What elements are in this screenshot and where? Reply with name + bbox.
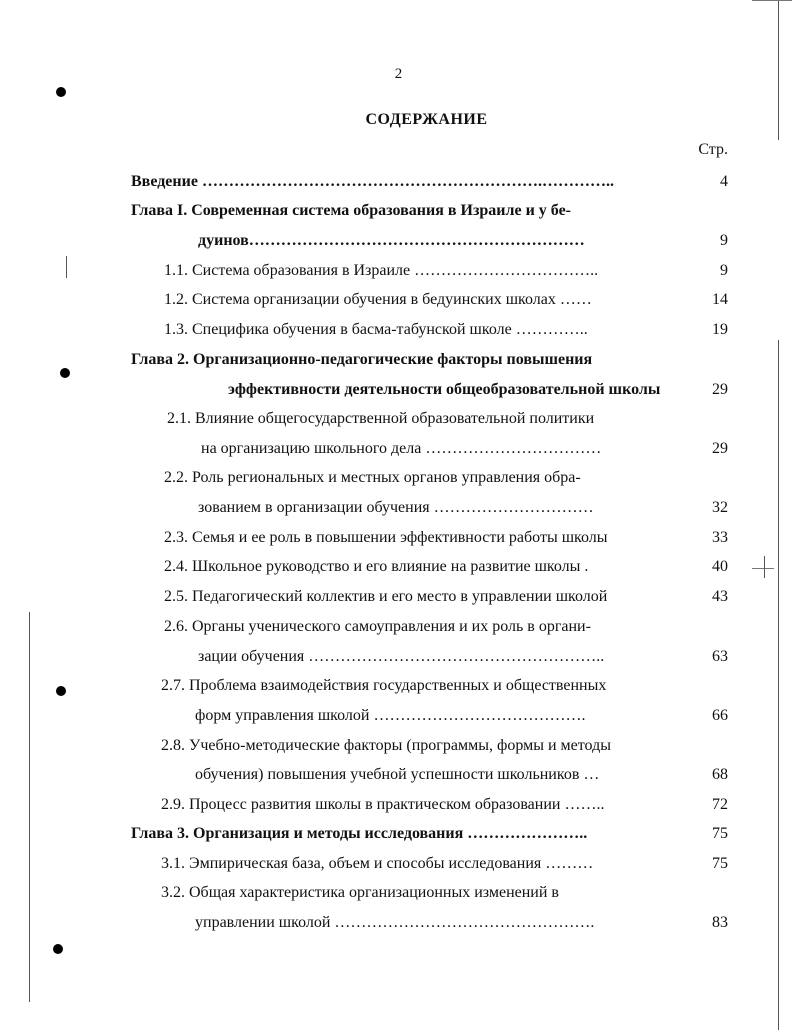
- toc-entry: зации обучения ………………………………………………..: [198, 648, 605, 665]
- toc-page: 29: [712, 440, 728, 457]
- toc-entry: 1.1. Система образования в Израиле ……………………………..: [164, 262, 599, 279]
- toc-page: 4: [720, 173, 728, 190]
- toc-page: 19: [712, 321, 728, 338]
- toc-entry: 2.3. Семья и ее роль в повышении эффективности работы школы: [164, 529, 608, 546]
- toc-entry: обучения) повышения учебной успешности школьников …: [195, 766, 600, 783]
- toc-page: 9: [720, 232, 728, 249]
- toc-page: 75: [712, 855, 728, 872]
- toc-page: 29: [712, 381, 728, 398]
- toc-page: 63: [712, 648, 728, 665]
- scan-edge-mark: [752, 0, 792, 1]
- page-column-label: Стр.: [698, 141, 728, 158]
- toc-entry: зованием в организации обучения …………………………: [198, 499, 594, 516]
- toc-entry: 2.9. Процесс развития школы в практическом образовании ……..: [161, 796, 605, 813]
- toc-entry: 2.8. Учебно-методические факторы (программы, формы и методы: [161, 737, 611, 754]
- scan-edge-line: [778, 340, 779, 1030]
- page-number: 2: [394, 66, 403, 82]
- toc-entry: Глава I. Современная система образования в Израиле и у бе-: [131, 202, 571, 219]
- margin-mark: [29, 612, 30, 1002]
- punch-hole: [56, 87, 66, 97]
- toc-page: 33: [712, 529, 728, 546]
- punch-hole: [53, 944, 63, 954]
- toc-entry: на организацию школьного дела ……………………………: [201, 440, 602, 457]
- toc-entry: 2.6. Органы ученического самоуправления и их роль в органи-: [164, 618, 591, 635]
- toc-entry: 2.2. Роль региональных и местных органов управления обра-: [164, 469, 581, 486]
- toc-page: 83: [712, 914, 728, 931]
- punch-hole: [56, 686, 66, 696]
- toc-entry: Глава 2. Организационно-педагогические факторы повышения: [131, 351, 593, 368]
- toc-page: 72: [712, 796, 728, 813]
- toc-entry: 1.2. Система организации обучения в бедуинских школах ……: [164, 291, 592, 308]
- toc-page: 9: [720, 262, 728, 279]
- margin-tick: [764, 556, 765, 578]
- margin-mark: [66, 256, 67, 278]
- toc-entry: 3.1. Эмпирическая база, объем и способы исследования ………: [161, 855, 594, 872]
- toc-page: 32: [712, 499, 728, 516]
- toc-entry: Введение ……………………………………………………….…………..: [131, 173, 614, 190]
- toc-entry: эффективности деятельности общеобразовательной школы: [228, 381, 661, 398]
- toc-page: 40: [712, 558, 728, 575]
- toc-entry: дуинов………………………………………………………: [198, 232, 585, 249]
- margin-tick: [752, 568, 774, 569]
- toc-entry: 2.7. Проблема взаимодействия государственных и общественных: [161, 677, 607, 694]
- toc-entry: Глава 3. Организация и методы исследования …………………..: [131, 825, 588, 842]
- toc-page: 75: [712, 825, 728, 842]
- toc-entry: форм управления школой ………………………………….: [195, 707, 586, 724]
- toc-entry: 1.3. Специфика обучения в басма-табунской школе …………..: [164, 321, 588, 338]
- toc-entry: 3.2. Общая характеристика организационных изменений в: [161, 884, 559, 901]
- toc-page: 43: [712, 588, 728, 605]
- toc-page: 68: [712, 766, 728, 783]
- toc-entry: управлении школой ………………………………………….: [195, 914, 595, 931]
- toc-entry: 2.1. Влияние общегосударственной образовательной политики: [167, 410, 595, 427]
- toc-entry: 2.5. Педагогический коллектив и его место в управлении школой: [164, 588, 608, 605]
- punch-hole: [60, 368, 70, 378]
- toc-page: 14: [712, 291, 728, 308]
- toc-entry: 2.4. Школьное руководство и его влияние на развитие школы .: [164, 558, 589, 575]
- toc-page: 66: [712, 707, 728, 724]
- toc-title: СОДЕРЖАНИЕ: [365, 111, 488, 128]
